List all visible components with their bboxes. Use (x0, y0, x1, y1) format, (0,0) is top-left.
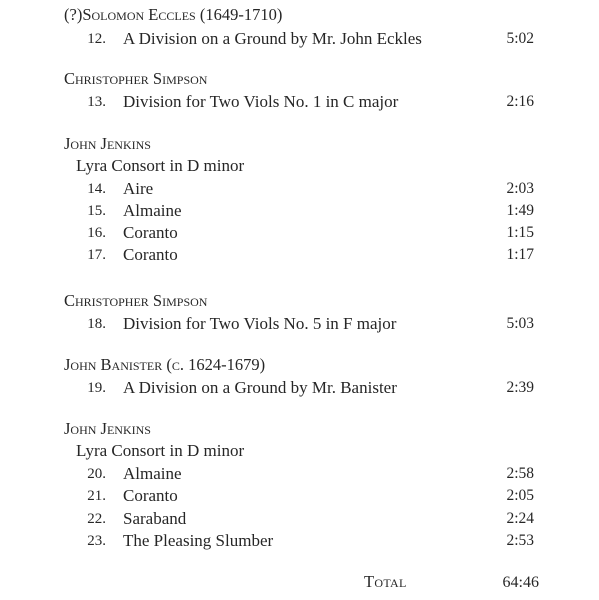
track-number: 16. (87, 225, 106, 241)
composer-name: Christopher Simpson (64, 69, 208, 88)
total-label: Total (364, 572, 407, 591)
track-row (0, 178, 599, 200)
track-title: Almaine (123, 464, 182, 483)
track-duration: 5:02 (506, 30, 534, 47)
track-row (0, 313, 599, 335)
track-duration: 2:53 (506, 532, 534, 549)
track-row (0, 508, 599, 530)
track-title: A Division on a Ground by Mr. John Eckles (123, 29, 422, 48)
composer-heading (64, 355, 265, 375)
track-title: The Pleasing Slumber (123, 531, 274, 550)
track-duration: 1:49 (506, 202, 534, 219)
total-duration: 64:46 (502, 574, 539, 591)
track-row (0, 530, 599, 552)
composer-name: Christopher Simpson (64, 291, 208, 310)
track-duration: 5:03 (506, 315, 534, 332)
work-title: Lyra Consort in D minor (76, 156, 245, 175)
track-number: 23. (87, 533, 106, 549)
track-number: 13. (87, 94, 106, 110)
track-title: Division for Two Viols No. 5 in F major (123, 314, 397, 333)
track-duration: 2:16 (506, 93, 534, 110)
track-title: A Division on a Ground by Mr. Banister (123, 378, 397, 397)
composer-name: (?)Solomon Eccles (64, 5, 196, 24)
track-row (0, 222, 599, 244)
track-title: Saraband (123, 509, 187, 528)
composer-name: John Jenkins (64, 419, 151, 438)
track-duration: 2:58 (506, 465, 534, 482)
composer-heading (64, 69, 207, 89)
track-number: 18. (87, 316, 106, 332)
track-duration: 2:03 (506, 180, 534, 197)
composer-dates: (c. 1624-1679) (166, 355, 266, 374)
track-number: 14. (87, 181, 106, 197)
track-row (0, 463, 599, 485)
composer-name: John Jenkins (64, 134, 151, 153)
track-title: Coranto (123, 223, 178, 242)
track-row (0, 91, 599, 113)
track-number: 17. (87, 247, 106, 263)
track-row (0, 377, 599, 399)
track-row (0, 244, 599, 266)
track-number: 21. (87, 488, 106, 504)
work-title: Lyra Consort in D minor (76, 441, 245, 460)
composer-name: John Banister (64, 355, 163, 374)
track-duration: 2:39 (506, 379, 534, 396)
track-duration: 1:15 (506, 224, 534, 241)
composer-heading (64, 134, 151, 154)
track-duration: 2:05 (506, 487, 534, 504)
track-number: 22. (87, 511, 106, 527)
track-title: Aire (123, 179, 154, 198)
track-duration: 2:24 (506, 510, 534, 527)
track-title: Coranto (123, 486, 178, 505)
track-number: 19. (87, 380, 106, 396)
track-number: 20. (87, 466, 106, 482)
composer-heading (64, 419, 151, 439)
composer-dates: (1649-1710) (199, 5, 283, 24)
composer-heading (64, 5, 282, 25)
track-row (0, 485, 599, 507)
track-title: Division for Two Viols No. 1 in C major (123, 92, 399, 111)
track-row (0, 200, 599, 222)
track-title: Almaine (123, 201, 182, 220)
track-duration: 1:17 (506, 246, 534, 263)
track-number: 15. (87, 203, 106, 219)
track-title: Coranto (123, 245, 178, 264)
track-row (0, 28, 599, 50)
composer-heading (64, 291, 207, 311)
track-number: 12. (87, 31, 106, 47)
